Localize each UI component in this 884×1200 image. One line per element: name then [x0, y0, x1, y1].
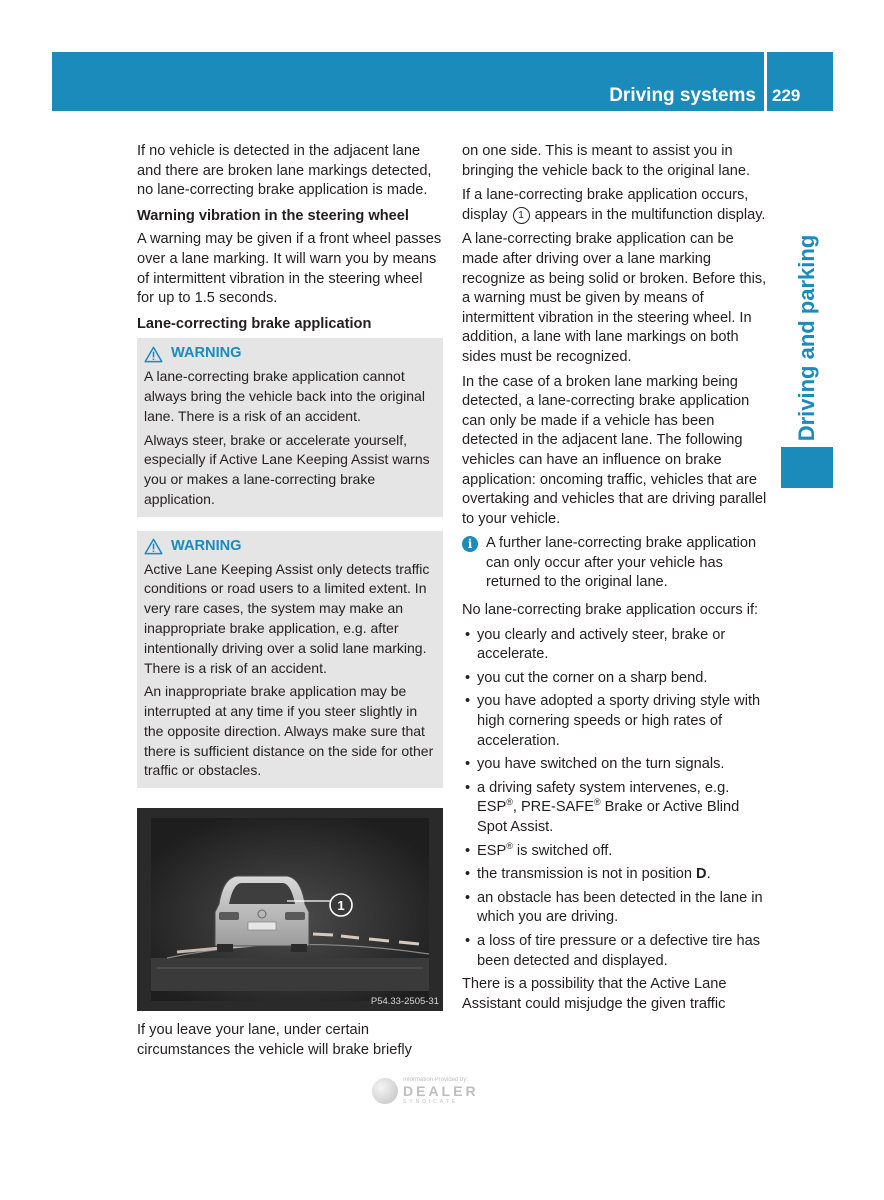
registered-mark: ® — [506, 840, 513, 851]
heading-vibration: Warning vibration in the steering wheel — [137, 207, 409, 224]
warning-1-paragraph-1: A lane-correcting brake application cannot always bring the vehicle back into the original lane. There is a risk of an accident. — [144, 368, 425, 424]
watermark-text — [403, 1077, 479, 1105]
warning-box-2 — [137, 531, 443, 789]
conditions-list — [462, 626, 772, 972]
figure-image-code: P54.33-2505-31 — [370, 996, 439, 1008]
list-item: • you clearly and actively steer, brake or accelerate. — [462, 626, 772, 665]
warning-box-1 — [137, 338, 443, 516]
list-item — [462, 865, 772, 885]
list-item: • an obstacle has been detected in the lane in which you are driving. — [462, 889, 772, 928]
heading-brake-application: Lane-correcting brake application — [137, 315, 372, 332]
right-paragraph-3: A lane-correcting brake application can be made after driving over a lane marking recognize as being solid or broken. Before this, a warning must be given by means of intermittent vibration in the steering wheel. In addition, a lane with lane markings on both sides must be recognized. — [462, 231, 767, 365]
list-item: • you have switched on the turn signals. — [462, 755, 772, 775]
warning-triangle-icon — [144, 538, 163, 555]
para-2-text-before: If a lane-correcting brake application occurs, display — [462, 187, 749, 223]
registered-mark: ® — [506, 797, 513, 808]
info-note — [462, 534, 772, 593]
list-item-text: Brake or Active Blind Spot Assist. — [477, 799, 740, 835]
list-item-text: a driving safety system intervenes, e.g. ESP — [477, 779, 730, 816]
right-paragraph-1: on one side. This is meant to assist you in bringing the vehicle back to the original lane. — [462, 143, 751, 179]
list-item: • you cut the corner on a sharp bend. — [462, 669, 772, 689]
section-title: Driving systems — [609, 85, 756, 106]
watermark-small: Information Provided by: — [403, 1077, 469, 1083]
right-column — [462, 142, 772, 1019]
watermark-logo-icon — [372, 1078, 398, 1104]
list-item: • a loss of tire pressure or a defective tire has been detected and displayed. — [462, 932, 772, 971]
list-item: • you have adopted a sporty driving style with high cornering speeds or high rates of acceleration. — [462, 692, 772, 751]
header-divider — [764, 52, 767, 111]
car-rear-graphic — [215, 876, 309, 952]
warning-1-paragraph-2: Always steer, brake or accelerate yourself, especially if Active Lane Keeping Assist warns you or makes a lane-correcting brake application. — [144, 431, 430, 507]
figure-callout-number: 1 — [337, 898, 345, 914]
warning-2-paragraph-2: An inappropriate brake application may be interrupted at any time if you steer slightly in the opposite direction. Always make sure that there is sufficient distance on the side for other traffic or obstacles. — [144, 683, 434, 779]
side-tab-label: Driving and parking — [794, 234, 819, 442]
warning-header — [144, 344, 435, 364]
warning-title: WARNING — [171, 537, 242, 554]
warning-header — [144, 537, 435, 557]
list-item-text: , PRE-SAFE — [512, 799, 594, 816]
list-item-text: ESP — [477, 842, 507, 859]
display-callout-symbol: 1 — [513, 207, 530, 224]
outro-paragraph: If you leave your lane, under certain circumstances the vehicle will brake briefly — [137, 1022, 412, 1058]
intro-paragraph: If no vehicle is detected in the adjacent lane and there are broken lane markings detected, no lane-correcting brake application is made. — [137, 143, 432, 199]
list-item-text: . — [706, 866, 711, 883]
list-item-text: is switched off. — [512, 842, 613, 859]
closing-paragraph: There is a possibility that the Active Lane Assistant could misjudge the given traffic — [462, 976, 727, 1012]
info-note-text: A further lane-correcting brake application can only occur after your vehicle has returned to the original lane. — [486, 535, 757, 591]
warning-triangle-icon — [144, 346, 163, 363]
gear-position: D — [696, 866, 707, 883]
right-paragraph-2 — [462, 186, 772, 225]
list-item — [462, 842, 772, 862]
registered-mark: ® — [593, 797, 601, 808]
dealer-watermark — [372, 1073, 504, 1109]
watermark-big: DEALER — [403, 1083, 479, 1099]
right-paragraph-4: In the case of a broken lane marking being detected, a lane-correcting brake application can only be made if a vehicle has been detected in the adjacent lane. The following vehicles can have an influence on brake application: oncoming traffic, vehicles that are overtaking and vehicles that are driving parallel to your vehicle. — [462, 373, 767, 527]
left-column — [137, 142, 443, 1065]
warning-2-paragraph-1: Active Lane Keeping Assist only detects traffic conditions or road users to a limited extent. In very rare cases, the system may make an inappropriate brake application, e.g. after intentionally driving over a solid lane marking. There is a risk of an accident. — [144, 560, 430, 676]
page-number: 229 — [772, 86, 801, 105]
list-item — [462, 779, 772, 838]
watermark-sub: SYNDICATE — [403, 1099, 459, 1105]
warning-title: WARNING — [171, 345, 242, 362]
vibration-paragraph: A warning may be given if a front wheel passes over a lane marking. It will warn you by means of intermittent vibration in the steering wheel for up to 1.5 seconds. — [137, 231, 442, 307]
list-intro: No lane-correcting brake application occurs if: — [462, 602, 759, 619]
list-item-text: the transmission is not in position — [477, 866, 697, 883]
display-illustration — [137, 808, 443, 1011]
para-2-text-after: appears in the multifunction display. — [534, 206, 766, 223]
side-tab-marker — [781, 447, 833, 488]
info-icon: i — [462, 536, 478, 552]
lane-assist-figure — [137, 808, 443, 1011]
